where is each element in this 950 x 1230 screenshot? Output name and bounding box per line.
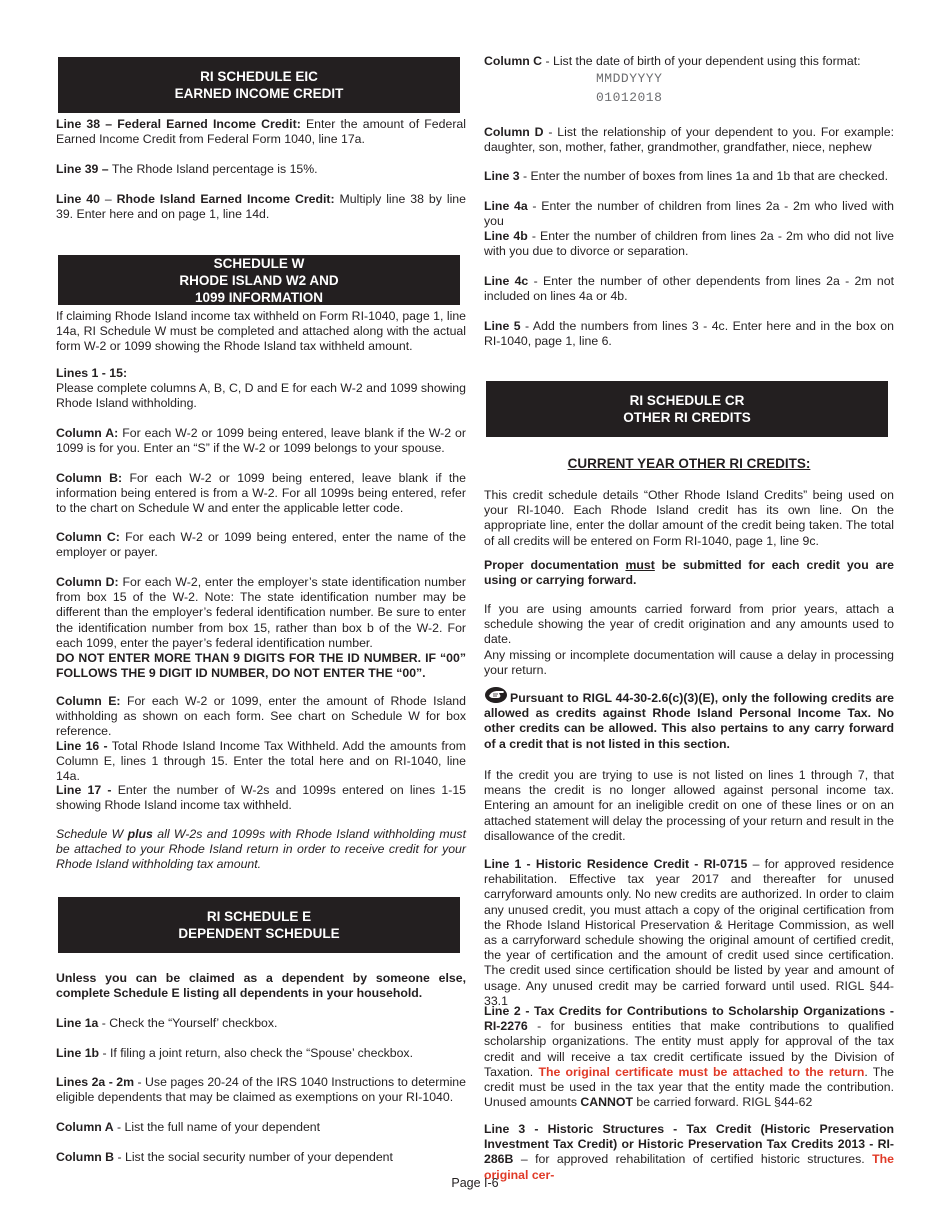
w-column-e: Column E: For each W-2 or 1099, enter the amount of Rhode Island withholding as shown on each form. See chart on Schedule W for box reference. xyxy=(56,694,466,739)
eic-header-line2: EARNED INCOME CREDIT xyxy=(174,86,344,101)
e-line1a: Line 1a - Check the “Yourself’ checkbox. xyxy=(56,1016,278,1030)
w-column-d: Column D: For each W-2, enter the employer’s state identification number from box 15 of the W-2. Note: The state identification number may be different than the employer’s federal identification number. Be sure to enter the identification number from box 15, rather than box b of the W-2. For each 1099, enter the payer’s federal identification number. DO NOT ENTER MORE THAN 9 DIGITS FOR THE ID NUMBER. IF “00” FOLLOWS THE 9 DIGIT ID NUMBER, DO NOT ENTER THE “00”. xyxy=(56,575,466,681)
e-column-d: Column D - List the relationship of your dependent to you. For example: daughter, son, mother, father, grandmother, grandfather, niece, nephew xyxy=(484,125,894,155)
cr-line3: Line 3 - Historic Structures - Tax Credit (Historic Preservation Investment Tax Credit) or Historic Preservation Tax Credits 2013 - RI-286B – for approved rehabilitation of certified historic structures. The original cer- xyxy=(484,1122,894,1182)
e-header-line2: DEPENDENT SCHEDULE xyxy=(178,926,340,941)
eic-line38: Line 38 – Federal Earned Income Credit: Enter the amount of Federal Earned Income Credit from Federal Form 1040, line 17a. xyxy=(56,117,466,147)
w-column-b: Column B: For each W-2 or 1099 being entered, leave blank if the information being entered is from a W-2. For all 1099s being entered, refer to the chart on Schedule W and enter the applicable letter code. xyxy=(56,471,466,516)
e-column-a: Column A - List the full name of your dependent xyxy=(56,1120,321,1134)
cr-documentation: Proper documentation must be submitted for each credit you are using or carrying forward. xyxy=(484,558,895,588)
cr-carryforward: If you are using amounts carried forward from prior years, attach a schedule showing the year of credit origination and any amounts used to date. xyxy=(484,602,894,647)
e-header-line1: RI SCHEDULE E xyxy=(206,909,312,924)
e-intro: Unless you can be claimed as a dependent by someone else, complete Schedule E listing all dependents in your household. xyxy=(56,971,466,1001)
eic-header xyxy=(58,57,460,113)
w-header-line2: RHODE ISLAND W2 AND xyxy=(179,272,339,288)
w-attach-note: Schedule W plus all W-2s and 1099s with Rhode Island withholding must be attached to your Rhode Island return in order to receive credit for your Rhode Island withholding tax amount. xyxy=(56,827,466,872)
e-line1b: Line 1b - If filing a joint return, also check the “Spouse’ checkbox. xyxy=(56,1046,414,1060)
w-lines-1-15: Lines 1 - 15: Please complete columns A, B, C, D and E for each W-2 and 1099 showing Rhode Island withholding. xyxy=(56,366,466,411)
w-header-line3: 1099 INFORMATION xyxy=(194,289,324,305)
w-line16: Line 16 - Total Rhode Island Income Tax Withheld. Add the amounts from Column E, lines 1 through 15. Enter the total here and on RI-1040, line 14a. xyxy=(56,739,466,784)
e-lines-2a-2m: Lines 2a - 2m - Use pages 20-24 of the IRS 1040 Instructions to determine eligible dependents that may be claimed as exemptions on your RI-1040. xyxy=(56,1075,466,1105)
w-column-c: Column C: For each W-2 or 1099 being entered, enter the name of the employer or payer. xyxy=(56,530,466,560)
hand-pointer-icon xyxy=(484,686,506,700)
e-column-c: Column C - List the date of birth of your dependent using this format: xyxy=(484,54,861,68)
e-line3: Line 3 - Enter the number of boxes from lines 1a and 1b that are checked. xyxy=(484,169,888,183)
e-line4a: Line 4a - Enter the number of children from lines 2a - 2m who lived with you xyxy=(484,199,895,229)
schedule-cr-header xyxy=(486,381,888,437)
cr-rigl-notice: Pursuant to RIGL 44-30-2.6(c)(3)(E), only the following credits are allowed as credits against Rhode Island Personal Income Tax. No other credits can be allowed. This also pertains to any carry forward of a credit that is not listed in this section. xyxy=(484,686,894,752)
date-format: MMDDYYYY xyxy=(596,71,663,86)
cr-header-line1: RI SCHEDULE CR xyxy=(629,393,745,408)
cr-missing-docs: Any missing or incomplete documentation will cause a delay in processing your return. xyxy=(484,648,894,678)
w-line17: Line 17 - Enter the number of W-2s and 1099s entered on lines 1-15 showing Rhode Island income tax withheld. xyxy=(56,783,467,813)
eic-header-line1: RI SCHEDULE EIC xyxy=(200,69,318,84)
cr-not-listed: If the credit you are trying to use is not listed on lines 1 through 7, that means the credit is no longer allowed against personal income tax. Entering an amount for an ineligible credit on one of these lines or on an attached statement will delay the processing of your return and result in the disallowance of the credit. xyxy=(484,768,894,843)
page-number: Page I-6 xyxy=(451,1176,499,1190)
w-header-line1: SCHEDULE W xyxy=(213,255,305,271)
date-example: 01012018 xyxy=(596,90,663,105)
e-column-b: Column B - List the social security number of your dependent xyxy=(56,1150,393,1164)
e-line4b: Line 4b - Enter the number of children from lines 2a - 2m who did not live with you due to divorce or separation. xyxy=(484,229,895,259)
cr-line2: Line 2 - Tax Credits for Contributions to Scholarship Organizations - RI-2276 - for business entities that make contributions to qualified scholarship organizations. The entity must apply for approval of the tax credit and will receive a tax credit certificate issued by the Division of Taxation. The original certificate must be attached to the return. The credit must be used in the tax year that the entity made the contribution. Unused amounts CANNOT be carried forward. RIGL §44-62 xyxy=(484,1004,894,1110)
eic-line39: Line 39 – The Rhode Island percentage is 15%. xyxy=(56,162,318,176)
eic-line40: Line 40 – Rhode Island Earned Income Credit: Multiply line 38 by line 39. Enter here and on page 1, line 14d. xyxy=(56,192,466,222)
e-line5: Line 5 - Add the numbers from lines 3 - 4c. Enter here and in the box on RI-1040, page 1, line 6. xyxy=(484,319,894,349)
schedule-w-header xyxy=(58,255,460,305)
e-line4c: Line 4c - Enter the number of other dependents from lines 2a - 2m not included on lines 4a or 4b. xyxy=(484,274,894,304)
cr-subtitle: CURRENT YEAR OTHER RI CREDITS: xyxy=(567,456,811,471)
cr-header-line2: OTHER RI CREDITS xyxy=(623,410,751,425)
schedule-e-header xyxy=(58,897,460,953)
cr-line1: Line 1 - Historic Residence Credit - RI-0715 – for approved residence rehabilitation. Effective tax year 2017 and thereafter for unused carryforward amounts only. No new credits are authorized. In order to claim any unused credit, you must attach a copy of the original certification from the Rhode Island Historical Preservation & Heritage Commission, as well as a carryforward schedule showing the original amount of certified credit, the year of certification and the amount of credit used since certification. The credit used since certification should be listed by year and amount of usage. Any unused credit may be carried forward until used. RIGL §44-33.1 xyxy=(484,857,895,1008)
cr-intro: This credit schedule details “Other Rhode Island Credits” being used on your RI-1040. Each Rhode Island credit has its own line. On the appropriate line, enter the dollar amount of the credit being taken. The total of all credits will be entered on Form RI-1040, page 1, line 9c. xyxy=(484,488,894,548)
w-column-a: Column A: For each W-2 or 1099 being entered, leave blank if the W-2 or 1099 is for you. Enter an “S” if the W-2 or 1099 belongs to your spouse. xyxy=(56,426,466,456)
w-column-d-warning: DO NOT ENTER MORE THAN 9 DIGITS FOR THE ID NUMBER. IF “00” FOLLOWS THE 9 DIGIT ID NUMBER, DO NOT ENTER THE “00”. xyxy=(56,651,466,681)
w-intro: If claiming Rhode Island income tax withheld on Form RI-1040, page 1, line 14a, RI Schedule W must be completed and attached along with the actual form W-2 or 1099 showing the Rhode Island tax withheld amount. xyxy=(56,309,466,354)
